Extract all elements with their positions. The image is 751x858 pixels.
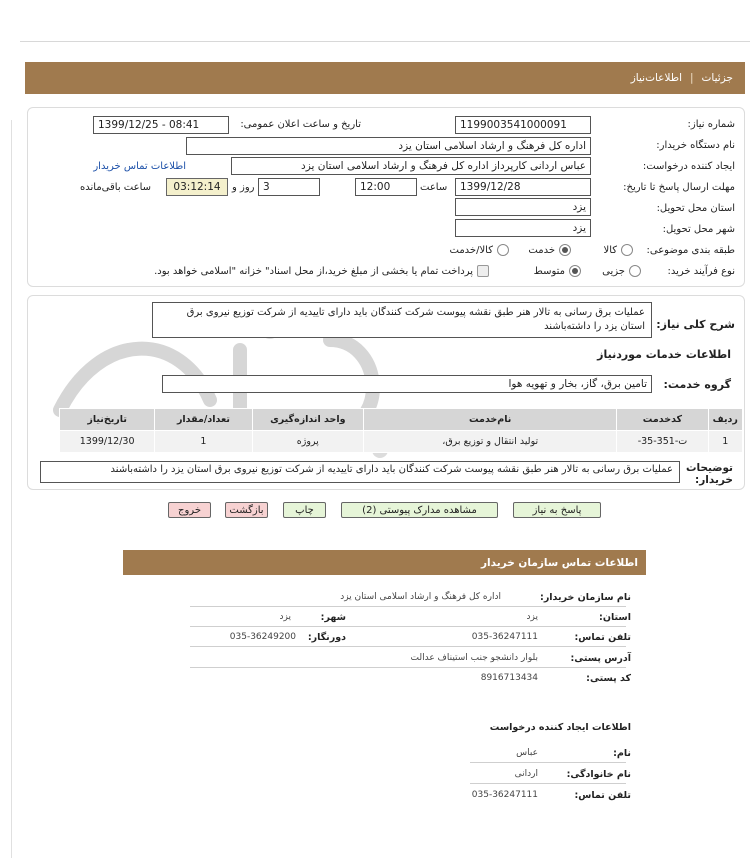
province-field: یزد — [455, 198, 591, 216]
fax-label: دورنگار: — [307, 632, 346, 643]
service-option-label: خدمت — [528, 244, 555, 256]
medium-radio-icon[interactable] — [569, 265, 581, 277]
address-value: بلوار دانشجو جنب استیناف عدالت — [410, 653, 538, 663]
col-date-header: تاریخ‌نیاز — [60, 409, 155, 431]
col-code-header: کدخدمت — [617, 409, 708, 431]
cell-code: ت-351-35- — [617, 431, 708, 453]
goods-option-label: کالا — [603, 244, 617, 256]
cell-unit: پروژه — [252, 431, 363, 453]
row-divider — [470, 762, 626, 763]
col-row-header: ردیف — [708, 409, 742, 431]
creator-phone-label: تلفن تماس: — [574, 790, 631, 801]
buyer-notes-label: توضیحات خریدار: — [685, 462, 733, 486]
days-field: 3 — [258, 178, 320, 196]
org-value: اداره کل فرهنگ و ارشاد اسلامی استان یزد — [340, 592, 501, 602]
partial-option-label: جزیی — [602, 265, 625, 277]
left-divider — [11, 120, 12, 858]
tab-separator: | — [689, 72, 694, 84]
treasury-payment-note: پرداخت تمام یا بخشی از مبلغ خرید،از محل اسناد" خزانه "اسلامی خواهد بود. — [154, 265, 473, 277]
postal-label: کد پستی: — [586, 673, 631, 684]
tab-need-info[interactable]: اطلاعات‌نیاز — [630, 72, 682, 84]
summary-label: شرح کلی نیاز: — [656, 318, 735, 331]
col-name-header: نام‌خدمت — [364, 409, 617, 431]
summary-text-box — [152, 302, 652, 338]
table-header-row — [60, 409, 743, 431]
deadline-date-field: 1399/12/28 — [455, 178, 591, 196]
table-row[interactable] — [60, 431, 743, 453]
row-divider — [470, 783, 626, 784]
category-goods-option[interactable] — [603, 244, 633, 256]
phone-label: تلفن تماس: — [574, 632, 631, 643]
top-divider — [20, 41, 750, 42]
goods-service-radio-icon[interactable] — [497, 244, 509, 256]
cell-service-name: تولید انتقال و توزیع برق، — [364, 431, 617, 453]
treasury-checkbox-icon[interactable] — [477, 265, 489, 277]
buyer-notes-box — [40, 461, 680, 483]
row-divider — [190, 606, 626, 607]
family-value: اردانی — [514, 769, 538, 779]
service-radio-icon[interactable] — [559, 244, 571, 256]
fax-value: 035-36249200 — [229, 632, 296, 642]
process-label: نوع فرآیند خرید: — [667, 266, 735, 277]
creator-label: ایجاد کننده درخواست: — [642, 161, 735, 172]
creator-section-title: اطلاعات ایجاد کننده درخواست — [489, 722, 631, 733]
services-table — [59, 408, 743, 453]
city-field: یزد — [455, 219, 591, 237]
attachments-button[interactable]: مشاهده مدارک پیوستی (2) — [341, 502, 498, 518]
back-button[interactable]: بازگشت — [225, 502, 268, 518]
medium-option-label: متوسط — [533, 265, 565, 277]
col-unit-header: واحد اندازه‌گیری — [252, 409, 363, 431]
deadline-time-label: ساعت — [420, 182, 448, 193]
creator-phone-value: 035-36247111 — [471, 790, 538, 800]
buyer-label: نام دستگاه خریدار: — [656, 140, 735, 151]
org-label: نام سازمان خریدار: — [540, 592, 631, 603]
goods-radio-icon[interactable] — [621, 244, 633, 256]
reply-button[interactable]: پاسخ به نیاز — [513, 502, 601, 518]
city-contact-label: شهر: — [320, 612, 346, 623]
col-qty-header: تعداد/مقدار — [155, 409, 252, 431]
family-label: نام خانوادگی: — [566, 769, 631, 780]
exit-button[interactable]: خروج — [168, 502, 211, 518]
print-button[interactable]: چاپ — [283, 502, 326, 518]
postal-value: 8916713434 — [480, 673, 538, 683]
treasury-payment-option[interactable] — [154, 265, 489, 277]
service-group-field: تامین برق، گاز، بخار و تهویه هوا — [162, 375, 652, 393]
phone-value: 035-36247111 — [471, 632, 538, 642]
address-label: آدرس پستی: — [570, 653, 631, 664]
remaining-time-field: 03:12:14 — [166, 178, 228, 196]
row-divider — [190, 646, 626, 647]
buyer-notes-text: عملیات برق رسانی به تالار هنر طبق نقشه پیوست شرکت کنندگان باید دارای تاییدیه از شرکت توزیع نیروی برق استان یزد را داشته‌باشند — [110, 464, 673, 475]
deadline-time-field: 12:00 — [355, 178, 417, 196]
announce-label: تاریخ و ساعت اعلان عمومی: — [240, 119, 361, 130]
buyer-field: اداره کل فرهنگ و ارشاد اسلامی استان یزد — [186, 137, 591, 155]
city-label: شهر محل تحویل: — [662, 224, 735, 235]
province-contact-label: استان: — [599, 612, 631, 623]
goods-service-option-label: کالا/خدمت — [449, 244, 493, 256]
province-contact-value: یزد — [526, 612, 538, 622]
tab-details[interactable]: جزئیات — [701, 72, 733, 84]
province-label: استان محل تحویل: — [656, 203, 735, 214]
row-divider — [190, 667, 626, 668]
header-bar — [25, 62, 745, 94]
process-partial-option[interactable] — [602, 265, 641, 277]
cell-row: 1 — [708, 431, 742, 453]
days-label: روز و — [232, 182, 255, 193]
service-group-label: گروه خدمت: — [663, 378, 731, 391]
services-title: اطلاعات خدمات موردنیاز — [597, 348, 731, 361]
announce-field: 1399/12/25 - 08:41 — [93, 116, 229, 134]
cell-need-date: 1399/12/30 — [60, 431, 155, 453]
category-goods-service-option[interactable] — [450, 244, 510, 256]
summary-text: عملیات برق رسانی به تالار هنر طبق نقشه پیوست شرکت کنندگان باید دارای تاییدیه از شرکت توزیع نیروی برق استان یزد را داشته‌باشند — [186, 307, 645, 332]
need-info-panel — [27, 107, 745, 287]
category-label: طبقه بندی موضوعی: — [646, 245, 735, 256]
city-contact-value: یزد — [279, 612, 291, 622]
cell-quantity: 1 — [155, 431, 252, 453]
contact-title: اطلاعات تماس سازمان خریدار — [481, 556, 638, 569]
contact-title-bar — [123, 550, 646, 575]
remaining-label: ساعت باقی‌مانده — [80, 182, 152, 193]
need-number-field: 1199003541000091 — [455, 116, 591, 134]
creator-field: عباس اردانی کارپرداز اداره کل فرهنگ و ارشاد اسلامی استان یزد — [231, 157, 591, 175]
process-medium-option[interactable] — [534, 265, 581, 277]
need-number-label: شماره نیاز: — [687, 119, 735, 130]
row-divider — [190, 626, 626, 627]
name-label: نام: — [613, 748, 631, 759]
name-value: عباس — [516, 748, 538, 758]
partial-radio-icon[interactable] — [629, 265, 641, 277]
category-service-option[interactable] — [528, 244, 571, 256]
deadline-label: مهلت ارسال پاسخ تا تاریخ: — [623, 182, 735, 193]
buyer-contact-link[interactable]: اطلاعات تماس خریدار — [93, 161, 186, 172]
